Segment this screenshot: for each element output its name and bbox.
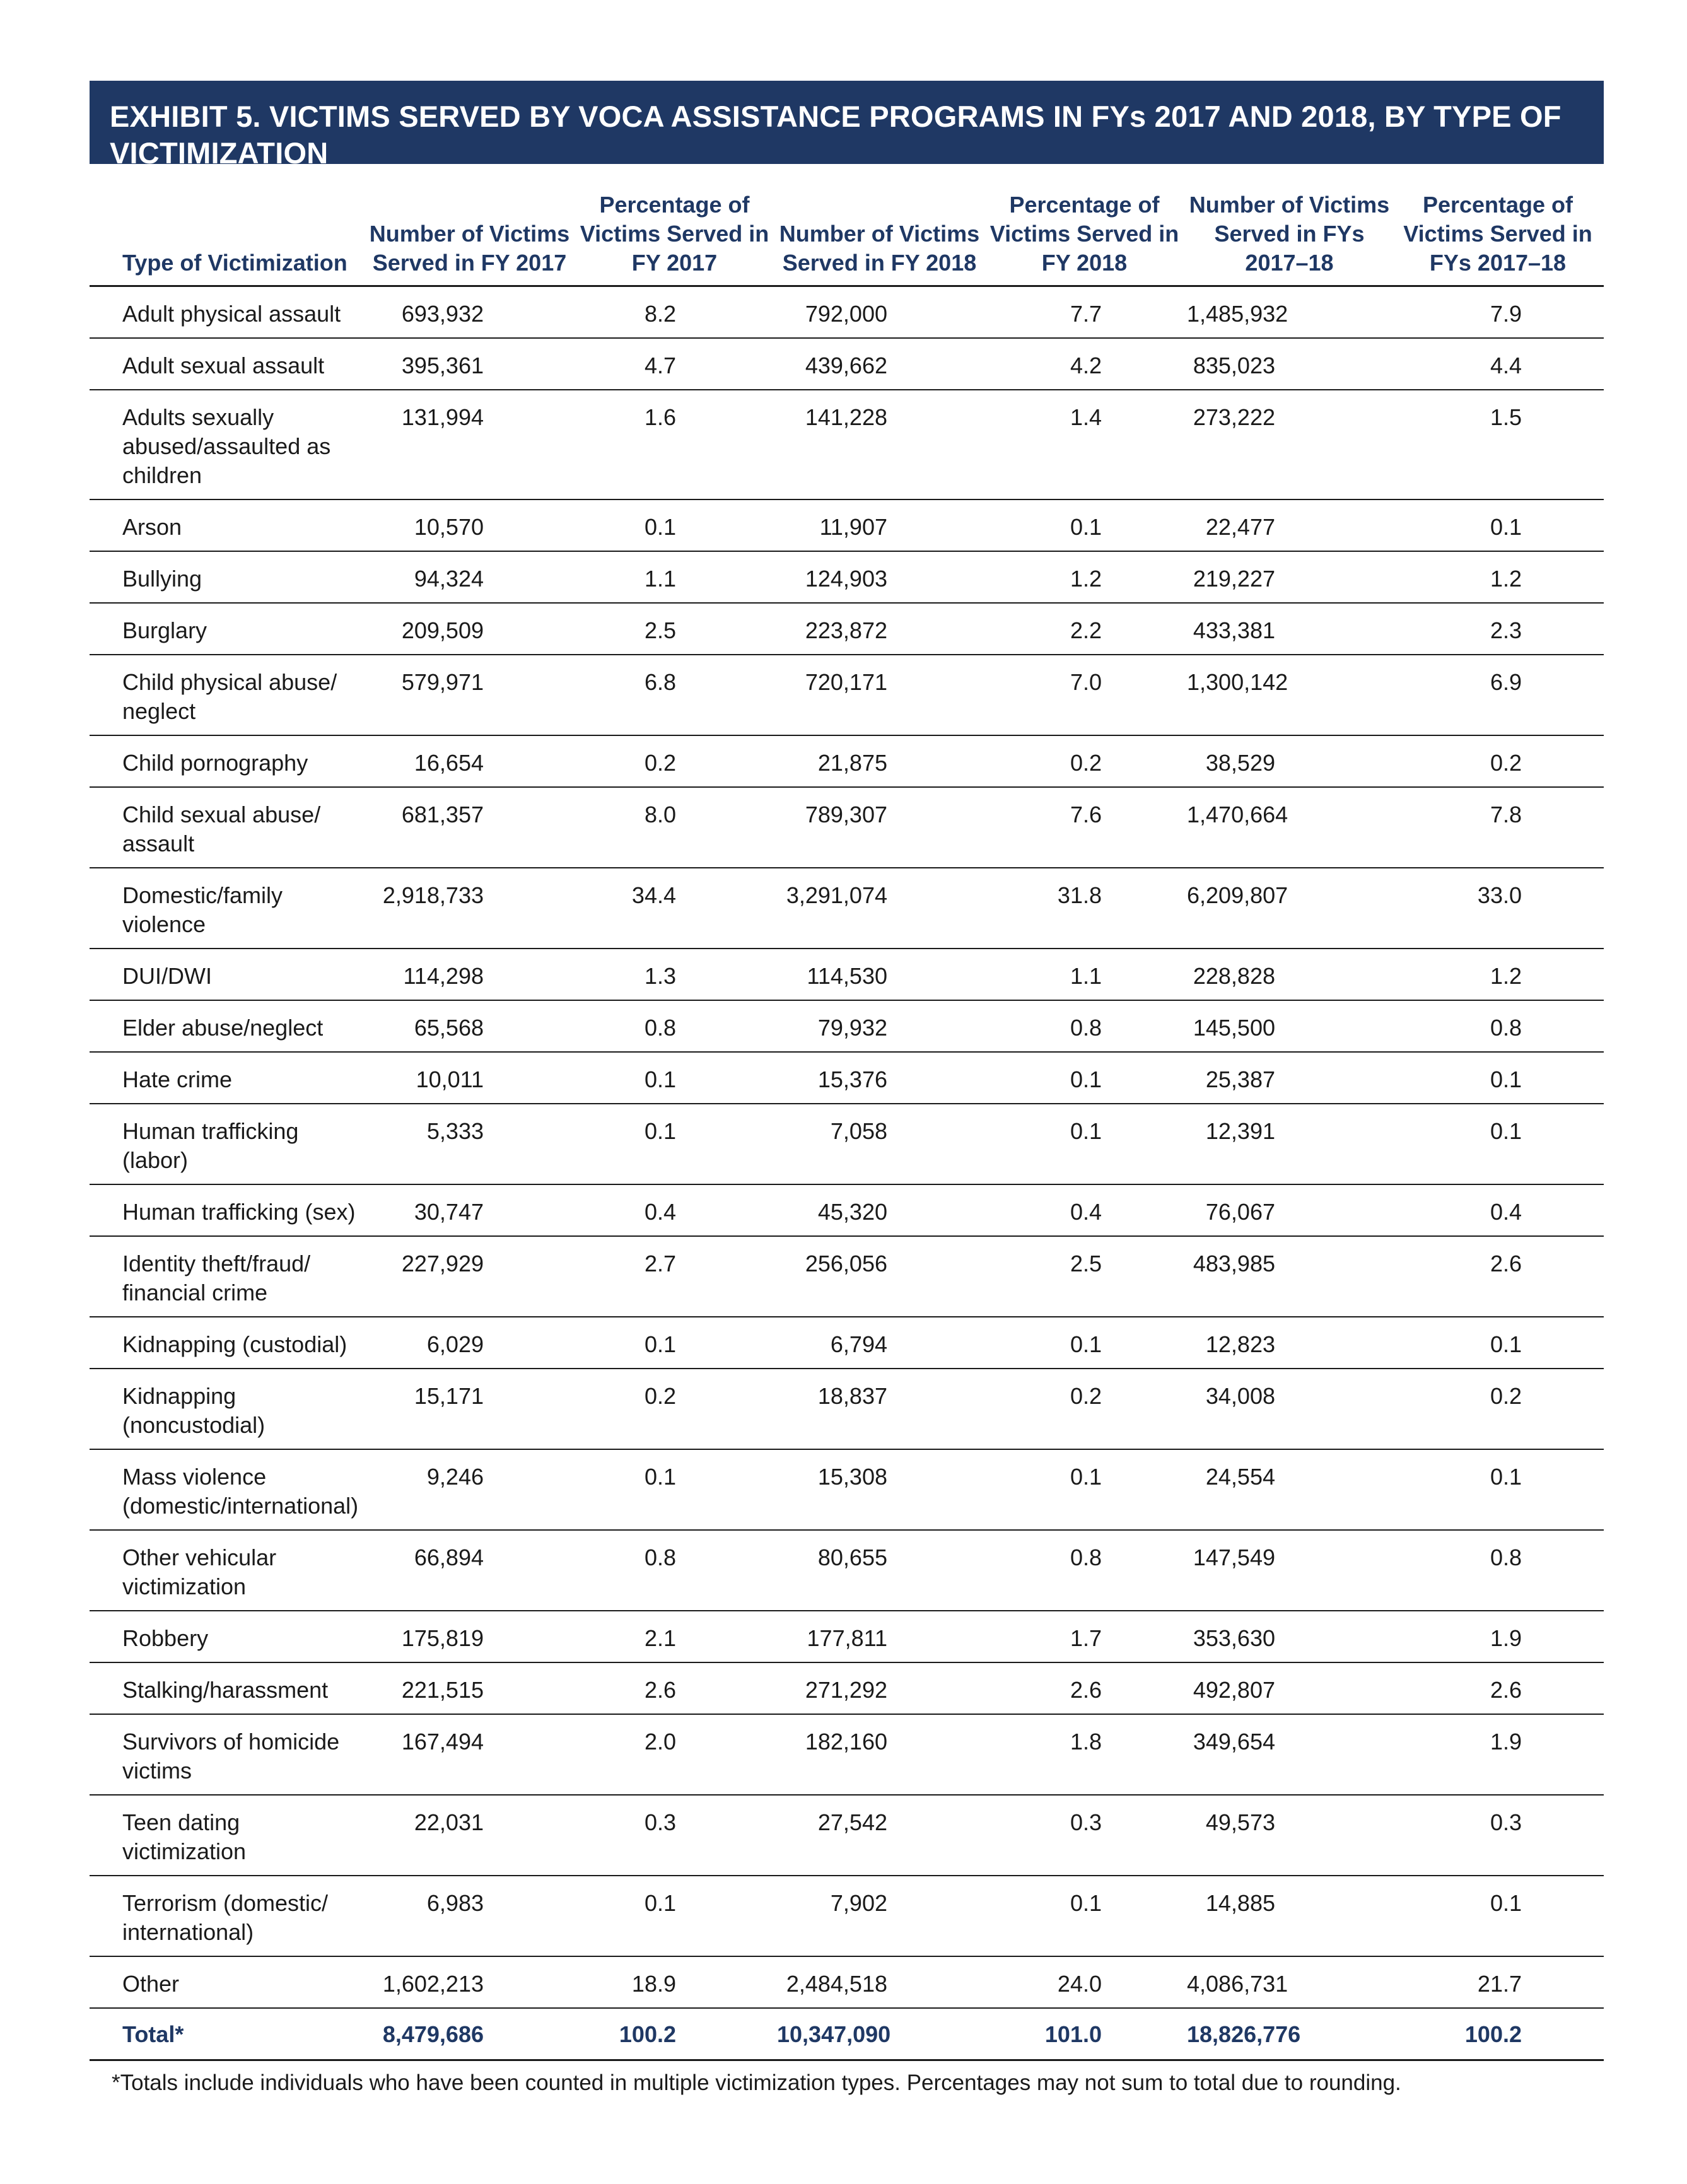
cell-number-fy2017-18: 1,470,664 (1187, 787, 1392, 868)
cell-percent-fy2017: 1.3 (572, 949, 777, 1000)
cell-number-fy2018: 6,794 (777, 1317, 982, 1369)
cell-percent-fy2018: 1.7 (982, 1611, 1187, 1662)
table-row (90, 603, 1604, 655)
cell-percent-fy2017: 8.2 (572, 286, 777, 339)
cell-percent-fy2018: 0.1 (982, 1104, 1187, 1184)
cell-percent-fy2018: 0.1 (982, 1317, 1187, 1369)
cell-percent-fy2017: 18.9 (572, 1956, 777, 2008)
cell-number-fy2018: 792,000 (777, 286, 982, 339)
cell-number-fy2017: 10,011 (367, 1052, 572, 1104)
cell-type: Kidnapping (custodial) (90, 1317, 367, 1369)
cell-type: Adult sexual assault (90, 338, 367, 390)
cell-number-fy2017-18: 49,573 (1187, 1795, 1392, 1876)
cell-type: Terrorism (domestic/ international) (90, 1876, 367, 1956)
cell-type: Bullying (90, 551, 367, 603)
cell-number-fy2018: 15,308 (777, 1449, 982, 1530)
cell-percent-fy2018: 0.1 (982, 1052, 1187, 1104)
cell-percent-fy2017-18: 0.2 (1392, 735, 1604, 787)
table-row (90, 1876, 1604, 1956)
cell-number-fy2018: 141,228 (777, 390, 982, 499)
cell-number-fy2018: 80,655 (777, 1530, 982, 1611)
table-row (90, 1662, 1604, 1714)
cell-number-fy2017-18: 492,807 (1187, 1662, 1392, 1714)
cell-percent-fy2018: 0.2 (982, 735, 1187, 787)
cell-number-fy2018: 3,291,074 (777, 868, 982, 949)
cell-percent-fy2017-18: 0.8 (1392, 1530, 1604, 1611)
cell-number-fy2018: 18,837 (777, 1369, 982, 1449)
cell-percent-fy2018: 0.2 (982, 1369, 1187, 1449)
table-row (90, 286, 1604, 339)
cell-number-fy2018: 789,307 (777, 787, 982, 868)
cell-percent-fy2017-18: 0.1 (1392, 1317, 1604, 1369)
table-row (90, 868, 1604, 949)
cell-percent-fy2017: 4.7 (572, 338, 777, 390)
cell-type: Child sexual abuse/ assault (90, 787, 367, 868)
table-row (90, 735, 1604, 787)
cell-number-fy2017-18: 483,985 (1187, 1236, 1392, 1317)
table-row (90, 1317, 1604, 1369)
table-row (90, 1236, 1604, 1317)
cell-type: Adult physical assault (90, 286, 367, 339)
cell-percent-fy2017: 0.8 (572, 1530, 777, 1611)
cell-type: Adults sexually abused/assaulted as children (90, 390, 367, 499)
cell-percent-fy2017: 1.6 (572, 390, 777, 499)
cell-percent-fy2017-18: 1.9 (1392, 1611, 1604, 1662)
cell-percent-fy2017-18: 1.2 (1392, 949, 1604, 1000)
cell-number-fy2017-18: 12,391 (1187, 1104, 1392, 1184)
cell-percent-fy2018: 24.0 (982, 1956, 1187, 2008)
cell-type: Survivors of homicide victims (90, 1714, 367, 1795)
cell-number-fy2018: 271,292 (777, 1662, 982, 1714)
cell-number-fy2017: 693,932 (367, 286, 572, 339)
table-row (90, 1369, 1604, 1449)
cell-type: Human trafficking (sex) (90, 1184, 367, 1236)
cell-percent-fy2018: 1.8 (982, 1714, 1187, 1795)
header-percent-fy2017: Percentage of Victims Served in FY 2017 (572, 164, 777, 286)
cell-number-fy2017: 65,568 (367, 1000, 572, 1052)
cell-number-fy2017: 16,654 (367, 735, 572, 787)
cell-number-fy2017: 1,602,213 (367, 1956, 572, 2008)
cell-percent-fy2017: 2.5 (572, 603, 777, 655)
table-row (90, 1000, 1604, 1052)
cell-percent-fy2017-18: 0.2 (1392, 1369, 1604, 1449)
cell-percent-fy2018: 1.2 (982, 551, 1187, 603)
header-percent-fy2017-18: Percentage of Victims Served in FYs 2017–18 (1392, 164, 1604, 286)
cell-number-fy2017-18: 433,381 (1187, 603, 1392, 655)
header-number-fy2018: Number of Victims Served in FY 2018 (777, 164, 982, 286)
cell-number-fy2017: 6,029 (367, 1317, 572, 1369)
cell-type: Teen dating victimization (90, 1795, 367, 1876)
cell-percent-fy2017: 0.4 (572, 1184, 777, 1236)
table-row (90, 1530, 1604, 1611)
cell-percent-fy2017: 2.0 (572, 1714, 777, 1795)
cell-type: Child pornography (90, 735, 367, 787)
cell-percent-fy2017: 0.8 (572, 1000, 777, 1052)
cell-percent-fy2017-18: 7.8 (1392, 787, 1604, 868)
cell-number-fy2017-18: 219,227 (1187, 551, 1392, 603)
victims-table (90, 164, 1604, 2061)
footnote: *Totals include individuals who have been counted in multiple victimization types. Percentages may not sum to total due to rounding. (112, 2070, 1401, 2095)
cell-number-fy2017: 10,570 (367, 499, 572, 551)
header-number-fy2017: Number of Victims Served in FY 2017 (367, 164, 572, 286)
cell-percent-fy2018: 0.4 (982, 1184, 1187, 1236)
cell-percent-fy2017: 0.1 (572, 1449, 777, 1530)
table-row (90, 338, 1604, 390)
table-row (90, 1052, 1604, 1104)
table-row (90, 1104, 1604, 1184)
cell-number-fy2017: 175,819 (367, 1611, 572, 1662)
cell-number-fy2017: 395,361 (367, 338, 572, 390)
cell-number-fy2017: 227,929 (367, 1236, 572, 1317)
table-row (90, 1795, 1604, 1876)
cell-number-fy2017-18: 835,023 (1187, 338, 1392, 390)
cell-type: Human trafficking (labor) (90, 1104, 367, 1184)
cell-number-fy2017-18: 38,529 (1187, 735, 1392, 787)
total-percent-fy2017: 100.2 (572, 2008, 777, 2060)
table-row (90, 1184, 1604, 1236)
cell-number-fy2017-18: 349,654 (1187, 1714, 1392, 1795)
cell-percent-fy2017: 1.1 (572, 551, 777, 603)
table-body (90, 286, 1604, 2060)
cell-percent-fy2017: 0.2 (572, 735, 777, 787)
cell-number-fy2017: 167,494 (367, 1714, 572, 1795)
cell-number-fy2017-18: 76,067 (1187, 1184, 1392, 1236)
cell-number-fy2017-18: 24,554 (1187, 1449, 1392, 1530)
cell-number-fy2018: 7,902 (777, 1876, 982, 1956)
cell-type: Stalking/harassment (90, 1662, 367, 1714)
cell-number-fy2017-18: 1,485,932 (1187, 286, 1392, 339)
cell-number-fy2017-18: 228,828 (1187, 949, 1392, 1000)
cell-number-fy2017: 9,246 (367, 1449, 572, 1530)
cell-percent-fy2017: 2.6 (572, 1662, 777, 1714)
cell-number-fy2018: 27,542 (777, 1795, 982, 1876)
table-row (90, 1449, 1604, 1530)
cell-number-fy2018: 439,662 (777, 338, 982, 390)
cell-number-fy2018: 256,056 (777, 1236, 982, 1317)
cell-number-fy2018: 177,811 (777, 1611, 982, 1662)
cell-number-fy2017-18: 147,549 (1187, 1530, 1392, 1611)
cell-percent-fy2017-18: 0.8 (1392, 1000, 1604, 1052)
cell-number-fy2018: 124,903 (777, 551, 982, 603)
cell-number-fy2017-18: 14,885 (1187, 1876, 1392, 1956)
cell-number-fy2017-18: 4,086,731 (1187, 1956, 1392, 2008)
cell-percent-fy2017-18: 0.3 (1392, 1795, 1604, 1876)
total-percent-fy2017-18: 100.2 (1392, 2008, 1604, 2060)
cell-number-fy2017: 221,515 (367, 1662, 572, 1714)
cell-number-fy2018: 79,932 (777, 1000, 982, 1052)
cell-percent-fy2018: 1.4 (982, 390, 1187, 499)
cell-type: Other vehicular victimization (90, 1530, 367, 1611)
cell-number-fy2017: 30,747 (367, 1184, 572, 1236)
total-percent-fy2018: 101.0 (982, 2008, 1187, 2060)
cell-number-fy2018: 720,171 (777, 655, 982, 735)
cell-percent-fy2017-18: 21.7 (1392, 1956, 1604, 2008)
cell-percent-fy2017-18: 1.2 (1392, 551, 1604, 603)
cell-percent-fy2017: 6.8 (572, 655, 777, 735)
cell-number-fy2017: 131,994 (367, 390, 572, 499)
cell-number-fy2017: 114,298 (367, 949, 572, 1000)
cell-percent-fy2018: 1.1 (982, 949, 1187, 1000)
table-row (90, 551, 1604, 603)
cell-number-fy2017: 5,333 (367, 1104, 572, 1184)
header-number-fy2017-18: Number of Victims Served in FYs 2017–18 (1187, 164, 1392, 286)
cell-percent-fy2017-18: 0.1 (1392, 1104, 1604, 1184)
table-row (90, 1714, 1604, 1795)
cell-percent-fy2018: 0.3 (982, 1795, 1187, 1876)
cell-number-fy2018: 7,058 (777, 1104, 982, 1184)
cell-type: Child physical abuse/ neglect (90, 655, 367, 735)
total-number-fy2018: 10,347,090 (777, 2008, 982, 2060)
cell-percent-fy2018: 0.1 (982, 1876, 1187, 1956)
cell-type: Elder abuse/neglect (90, 1000, 367, 1052)
cell-number-fy2017-18: 1,300,142 (1187, 655, 1392, 735)
cell-number-fy2017-18: 34,008 (1187, 1369, 1392, 1449)
cell-number-fy2017: 22,031 (367, 1795, 572, 1876)
cell-percent-fy2017: 2.1 (572, 1611, 777, 1662)
cell-number-fy2017-18: 25,387 (1187, 1052, 1392, 1104)
cell-number-fy2018: 15,376 (777, 1052, 982, 1104)
exhibit-document (90, 81, 1604, 2098)
cell-number-fy2018: 2,484,518 (777, 1956, 982, 2008)
cell-percent-fy2018: 31.8 (982, 868, 1187, 949)
cell-type: Robbery (90, 1611, 367, 1662)
cell-percent-fy2017: 0.3 (572, 1795, 777, 1876)
cell-percent-fy2017: 0.2 (572, 1369, 777, 1449)
cell-percent-fy2017: 0.1 (572, 1317, 777, 1369)
table-row (90, 1956, 1604, 2008)
cell-number-fy2018: 21,875 (777, 735, 982, 787)
cell-number-fy2017-18: 273,222 (1187, 390, 1392, 499)
cell-percent-fy2017-18: 0.1 (1392, 499, 1604, 551)
cell-number-fy2017: 209,509 (367, 603, 572, 655)
cell-percent-fy2017: 8.0 (572, 787, 777, 868)
cell-type: Domestic/family violence (90, 868, 367, 949)
cell-type: Other (90, 1956, 367, 2008)
cell-number-fy2018: 114,530 (777, 949, 982, 1000)
cell-percent-fy2017-18: 6.9 (1392, 655, 1604, 735)
cell-number-fy2018: 45,320 (777, 1184, 982, 1236)
cell-type: DUI/DWI (90, 949, 367, 1000)
cell-percent-fy2018: 2.6 (982, 1662, 1187, 1714)
cell-percent-fy2018: 0.8 (982, 1000, 1187, 1052)
cell-percent-fy2018: 2.5 (982, 1236, 1187, 1317)
cell-percent-fy2018: 7.6 (982, 787, 1187, 868)
cell-number-fy2017: 94,324 (367, 551, 572, 603)
table-header-row (90, 164, 1604, 286)
table-row (90, 1611, 1604, 1662)
cell-percent-fy2017: 0.1 (572, 1104, 777, 1184)
cell-percent-fy2017-18: 2.6 (1392, 1236, 1604, 1317)
table-row (90, 499, 1604, 551)
table-row (90, 787, 1604, 868)
cell-percent-fy2017-18: 0.1 (1392, 1052, 1604, 1104)
cell-percent-fy2017-18: 33.0 (1392, 868, 1604, 949)
cell-number-fy2017: 15,171 (367, 1369, 572, 1449)
cell-percent-fy2018: 4.2 (982, 338, 1187, 390)
cell-percent-fy2017: 2.7 (572, 1236, 777, 1317)
cell-number-fy2017-18: 6,209,807 (1187, 868, 1392, 949)
cell-percent-fy2018: 2.2 (982, 603, 1187, 655)
cell-percent-fy2017-18: 4.4 (1392, 338, 1604, 390)
exhibit-title: EXHIBIT 5. VICTIMS SERVED BY VOCA ASSISTANCE PROGRAMS IN FYs 2017 AND 2018, BY TYPE OF VICTIMIZATION (90, 81, 1604, 164)
cell-percent-fy2017-18: 0.4 (1392, 1184, 1604, 1236)
table-row (90, 949, 1604, 1000)
cell-number-fy2017: 681,357 (367, 787, 572, 868)
cell-percent-fy2017-18: 0.1 (1392, 1876, 1604, 1956)
cell-percent-fy2017-18: 0.1 (1392, 1449, 1604, 1530)
cell-number-fy2017-18: 12,823 (1187, 1317, 1392, 1369)
cell-percent-fy2017-18: 2.3 (1392, 603, 1604, 655)
cell-percent-fy2017-18: 1.9 (1392, 1714, 1604, 1795)
cell-percent-fy2018: 7.0 (982, 655, 1187, 735)
cell-number-fy2017-18: 145,500 (1187, 1000, 1392, 1052)
cell-type: Arson (90, 499, 367, 551)
total-number-fy2017: 8,479,686 (367, 2008, 572, 2060)
total-number-fy2017-18: 18,826,776 (1187, 2008, 1392, 2060)
cell-number-fy2017: 66,894 (367, 1530, 572, 1611)
cell-percent-fy2017-18: 7.9 (1392, 286, 1604, 339)
cell-percent-fy2017: 34.4 (572, 868, 777, 949)
cell-percent-fy2018: 0.8 (982, 1530, 1187, 1611)
cell-number-fy2018: 223,872 (777, 603, 982, 655)
cell-percent-fy2017: 0.1 (572, 1052, 777, 1104)
cell-type: Hate crime (90, 1052, 367, 1104)
cell-percent-fy2017-18: 1.5 (1392, 390, 1604, 499)
table-row (90, 655, 1604, 735)
cell-number-fy2018: 11,907 (777, 499, 982, 551)
cell-number-fy2017-18: 353,630 (1187, 1611, 1392, 1662)
cell-percent-fy2018: 0.1 (982, 499, 1187, 551)
cell-number-fy2017: 579,971 (367, 655, 572, 735)
total-type: Total* (90, 2008, 367, 2060)
cell-number-fy2017: 2,918,733 (367, 868, 572, 949)
cell-type: Kidnapping (noncustodial) (90, 1369, 367, 1449)
cell-percent-fy2017: 0.1 (572, 499, 777, 551)
table-row (90, 390, 1604, 499)
cell-number-fy2018: 182,160 (777, 1714, 982, 1795)
cell-percent-fy2018: 0.1 (982, 1449, 1187, 1530)
cell-type: Mass violence (domestic/international) (90, 1449, 367, 1530)
cell-type: Identity theft/fraud/ financial crime (90, 1236, 367, 1317)
cell-percent-fy2018: 7.7 (982, 286, 1187, 339)
header-percent-fy2018: Percentage of Victims Served in FY 2018 (982, 164, 1187, 286)
cell-percent-fy2017: 0.1 (572, 1876, 777, 1956)
cell-number-fy2017-18: 22,477 (1187, 499, 1392, 551)
total-row (90, 2008, 1604, 2060)
cell-type: Burglary (90, 603, 367, 655)
cell-percent-fy2017-18: 2.6 (1392, 1662, 1604, 1714)
header-type: Type of Victimization (90, 164, 367, 286)
cell-number-fy2017: 6,983 (367, 1876, 572, 1956)
